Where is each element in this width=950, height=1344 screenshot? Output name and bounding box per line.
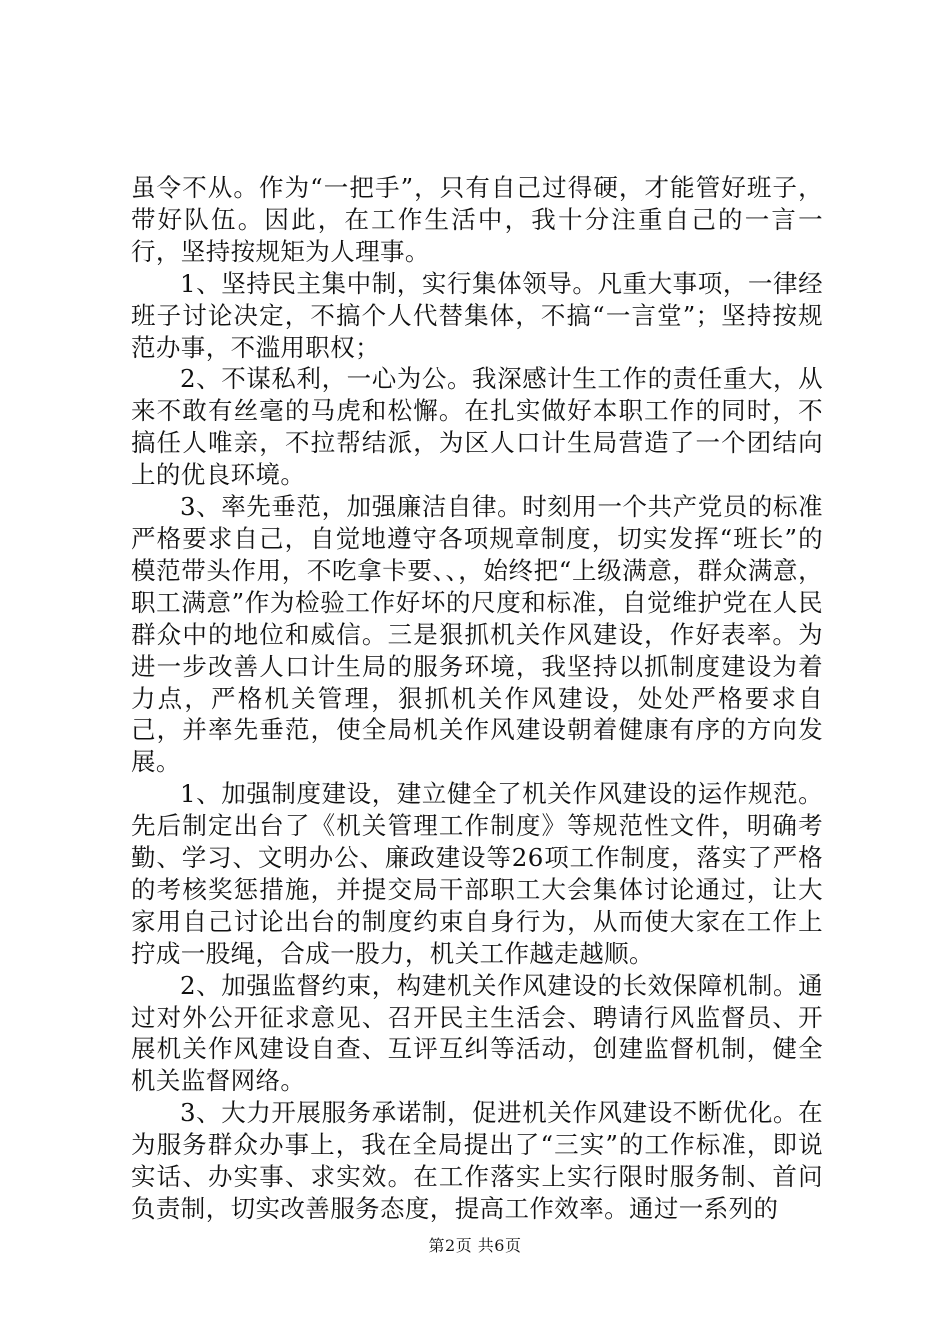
document-body (131, 172, 823, 1225)
paragraph-1: 虽令不从。作为“一把手”，只有自己过得硬，才能管好班子，带好队伍。因此，在工作生活中，我十分注重自己的一言一行，坚持按规矩为人理事。 (131, 173, 823, 266)
paragraph-6: 2、加强监督约束，构建机关作风建设的长效保障机制。通过对外公开征求意见、召开民主生活会、聘请行风监督员、开展机关作风建设自查、互评互纠等活动，创建监督机制，健全机关监督网络。 (131, 970, 823, 1096)
paragraph-3: 2、不谋私利，一心为公。我深感计生工作的责任重大，从来不敢有丝毫的马虎和松懈。在扎实做好本职工作的同时，不搞任人唯亲，不拉帮结派，为区人口计生局营造了一个团结向上的优良环境。 (131, 364, 823, 490)
paragraph-5: 1、加强制度建设，建立健全了机关作风建设的运作规范。先后制定出台了《机关管理工作制度》等规范性文件，明确考勤、学习、文明办公、廉政建设等26项工作制度，落实了严格的考核奖惩措施，并提交局干部职工大会集体讨论通过，让大家用自己讨论出台的制度约束自身行为，从而使大家在工作上拧成一股绳，合成一股力，机关工作越走越顺。 (131, 779, 823, 968)
paragraph-7: 3、大力开展服务承诺制，促进机关作风建设不断优化。在为服务群众办事上，我在全局提出了“三实”的工作标准，即说实话、办实事、求实效。在工作落实上实行限时服务制、首问负责制，切实改善服务态度，提高工作效率。通过一系列的 (131, 1098, 823, 1223)
paragraph-4: 3、率先垂范，加强廉洁自律。时刻用一个共产党员的标准严格要求自己，自觉地遵守各项规章制度，切实发挥“班长”的模范带头作用，不吃拿卡要、、，始终把“上级满意，群众满意，职工满意”作为检验工作好坏的尺度和标准，自觉维护党在人民群众中的地位和威信。三是狠抓机关作风建设，作好表率。为进一步改善人口计生局的服务环境，我坚持以抓制度建设为着力点，严格机关管理，狠抓机关作风建设，处处严格要求自己，并率先垂范，使全局机关作风建设朝着健康有序的方向发展。 (131, 492, 823, 777)
page-footer: 第2页 共6页 (428, 1236, 522, 1255)
paragraph-2: 1、坚持民主集中制，实行集体领导。凡重大事项，一律经班子讨论决定，不搞个人代替集体，不搞“一言堂”；坚持按规范办事，不滥用职权； (131, 268, 823, 362)
